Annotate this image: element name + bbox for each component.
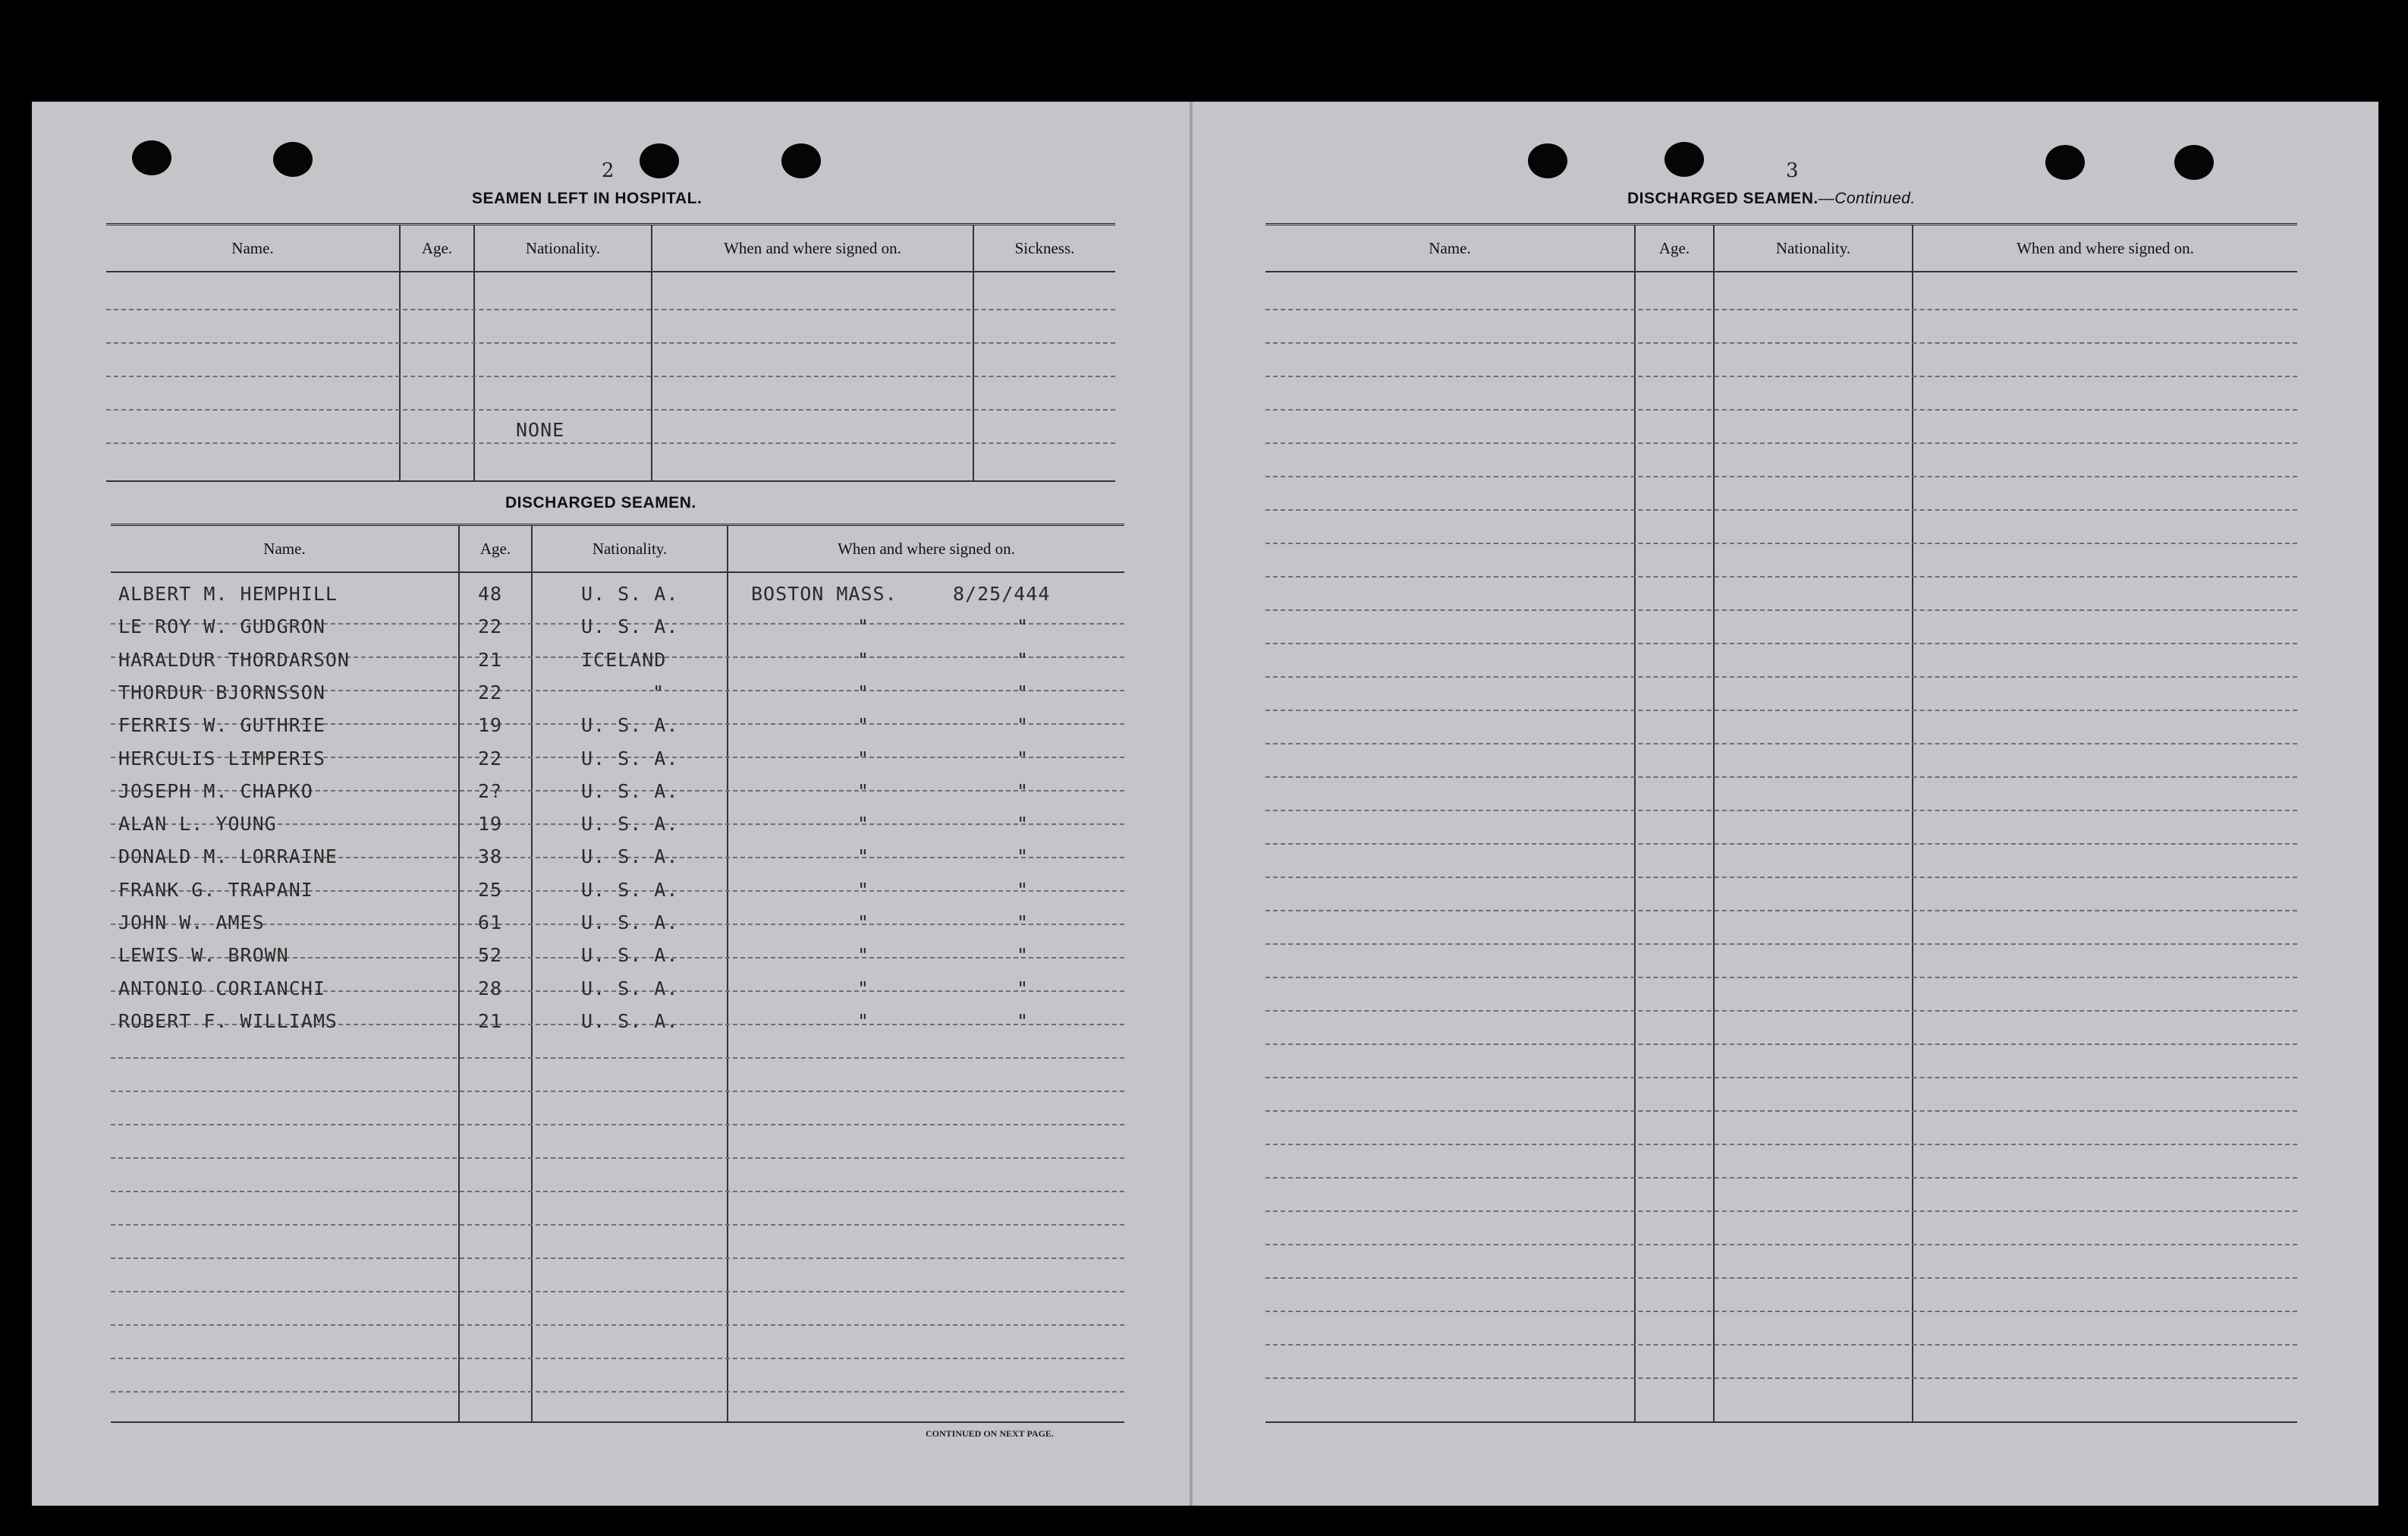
discharged-continued-title xyxy=(1627,190,1916,208)
seaman-age: 19 xyxy=(478,714,503,736)
ruled-line xyxy=(106,309,1115,310)
seaman-name: FERRIS W. GUTHRIE xyxy=(118,714,325,736)
seaman-nationality: U. S. A. xyxy=(581,1010,679,1032)
ruled-line xyxy=(1265,1277,2297,1279)
seaman-name: LEWIS W. BROWN xyxy=(118,944,289,966)
column-divider xyxy=(1912,225,1913,1421)
ruled-line xyxy=(1265,576,2297,578)
seaman-nationality: U. S. A. xyxy=(581,748,679,770)
seaman-nationality: U. S. A. xyxy=(581,911,679,933)
seaman-age: 48 xyxy=(478,583,503,605)
punch-hole xyxy=(2045,145,2085,180)
ruled-line xyxy=(1265,1377,2297,1379)
seaman-name: HERCULIS LIMPERIS xyxy=(118,748,325,770)
seaman-signed-date: " xyxy=(1017,911,1030,933)
seaman-signed-on: " xyxy=(857,615,870,637)
discharged-table-header xyxy=(111,526,1124,573)
ruled-line xyxy=(1265,1177,2297,1179)
seaman-age: 19 xyxy=(478,813,503,835)
seaman-signed-on: " xyxy=(857,649,870,671)
page-number-left: 2 xyxy=(602,159,615,182)
seaman-nationality: U. S. A. xyxy=(581,615,679,637)
seaman-signed-on: " xyxy=(857,780,870,802)
ruled-line xyxy=(106,342,1115,344)
seaman-nationality: ICELAND xyxy=(581,649,667,671)
ruled-line xyxy=(1265,743,2297,744)
punch-hole xyxy=(1665,142,1704,177)
ruled-line xyxy=(111,1291,1124,1292)
ruled-line xyxy=(1265,643,2297,644)
col-signed-on-header: When and where signed on. xyxy=(838,540,1015,558)
seaman-signed-on: BOSTON MASS. xyxy=(751,583,897,605)
seaman-nationality: " xyxy=(652,681,665,703)
seaman-name: HARALDUR THORDARSON xyxy=(118,649,350,671)
page-number-right: 3 xyxy=(1786,159,1799,182)
column-divider xyxy=(531,526,533,1421)
seaman-signed-on: " xyxy=(857,748,870,770)
col-name-header: Name. xyxy=(263,540,306,558)
col-age-header: Age. xyxy=(1658,239,1690,257)
ruled-line xyxy=(1265,1077,2297,1078)
ruled-line xyxy=(1265,1311,2297,1312)
hospital-section-title: SEAMEN LEFT IN HOSPITAL. xyxy=(472,190,703,207)
punch-hole xyxy=(132,140,171,175)
punch-hole xyxy=(273,142,313,177)
ruled-line xyxy=(106,376,1115,377)
column-divider xyxy=(727,526,728,1421)
seaman-age: 22 xyxy=(478,681,503,703)
seaman-signed-date: " xyxy=(1017,879,1030,901)
seaman-signed-on: " xyxy=(857,944,870,966)
ruled-line xyxy=(1265,810,2297,811)
ruled-line xyxy=(1265,676,2297,678)
ruled-line xyxy=(1265,1110,2297,1112)
ruled-line xyxy=(106,442,1115,444)
ruled-line xyxy=(1265,409,2297,411)
seaman-signed-date: " xyxy=(1017,748,1030,770)
seaman-signed-on: " xyxy=(857,813,870,835)
ruled-line xyxy=(111,1391,1124,1393)
punch-hole xyxy=(1528,143,1567,178)
ruled-line xyxy=(1265,1210,2297,1212)
discharged-continued-header xyxy=(1265,225,2297,272)
seaman-signed-date: " xyxy=(1017,649,1030,671)
seaman-signed-date: " xyxy=(1017,780,1030,802)
ruled-line xyxy=(1265,376,2297,377)
col-nationality-header: Nationality. xyxy=(1775,239,1851,257)
seaman-nationality: U. S. A. xyxy=(581,583,679,605)
hospital-table-header xyxy=(106,225,1115,272)
ruled-line xyxy=(111,1091,1124,1092)
seaman-name: JOHN W. AMES xyxy=(118,911,265,933)
hospital-none-note: NONE xyxy=(516,419,565,441)
discharged-section-title: DISCHARGED SEAMEN. xyxy=(505,494,696,511)
seaman-age: 22 xyxy=(478,748,503,770)
ruled-line xyxy=(1265,710,2297,711)
seaman-age: 22 xyxy=(478,615,503,637)
ruled-line xyxy=(1265,509,2297,511)
seaman-name: LE ROY W. GUDGRON xyxy=(118,615,325,637)
ruled-line xyxy=(1265,1043,2297,1045)
seaman-signed-on: " xyxy=(857,845,870,867)
ruled-line xyxy=(1265,1010,2297,1012)
seaman-age: 21 xyxy=(478,1010,503,1032)
col-sickness-header: Sickness. xyxy=(1014,239,1075,257)
col-nationality-header: Nationality. xyxy=(592,540,668,558)
seaman-signed-date: " xyxy=(1017,977,1030,999)
col-name-header: Name. xyxy=(1429,239,1471,257)
col-signed-on-header: When and where signed on. xyxy=(2017,239,2194,257)
column-divider xyxy=(1634,225,1636,1421)
seaman-nationality: U. S. A. xyxy=(581,780,679,802)
seaman-signed-on: " xyxy=(857,681,870,703)
ruled-line xyxy=(1265,609,2297,611)
seaman-name: ALBERT M. HEMPHILL xyxy=(118,583,338,605)
seaman-age: 2? xyxy=(478,780,503,802)
seaman-signed-on: " xyxy=(857,911,870,933)
seaman-signed-on: " xyxy=(857,1010,870,1032)
seaman-signed-date: " xyxy=(1017,845,1030,867)
seaman-age: 52 xyxy=(478,944,503,966)
seaman-signed-on: " xyxy=(857,879,870,901)
seaman-signed-date: " xyxy=(1017,944,1030,966)
seaman-name: ALAN L. YOUNG xyxy=(118,813,277,835)
ruled-line xyxy=(106,409,1115,411)
seaman-name: ANTONIO CORIANCHI xyxy=(118,977,325,999)
seaman-age: 21 xyxy=(478,649,503,671)
ruled-line xyxy=(1265,977,2297,978)
hospital-table xyxy=(106,223,1115,482)
page-fold xyxy=(1190,102,1193,1506)
seaman-name: THORDUR BJORNSSON xyxy=(118,681,325,703)
ruled-line xyxy=(1265,843,2297,845)
ruled-line xyxy=(1265,442,2297,444)
seaman-signed-date: 8/25/444 xyxy=(953,583,1051,605)
seaman-signed-on: " xyxy=(857,714,870,736)
seaman-name: ROBERT F. WILLIAMS xyxy=(118,1010,338,1032)
ruled-line xyxy=(1265,1144,2297,1145)
continued-note: CONTINUED ON NEXT PAGE. xyxy=(926,1428,1054,1439)
seaman-nationality: U. S. A. xyxy=(581,879,679,901)
seaman-name: JOSEPH M. CHAPKO xyxy=(118,780,313,802)
section-title-suffix: —Continued. xyxy=(1818,190,1916,207)
ruled-line xyxy=(1265,1344,2297,1346)
seaman-signed-date: " xyxy=(1017,1010,1030,1032)
ruled-line xyxy=(111,1224,1124,1226)
ruled-line xyxy=(111,1057,1124,1059)
ruled-line xyxy=(1265,543,2297,544)
discharged-table-continued xyxy=(1265,223,2297,1423)
section-title-text: DISCHARGED SEAMEN. xyxy=(1627,190,1819,207)
seaman-signed-date: " xyxy=(1017,813,1030,835)
seaman-nationality: U. S. A. xyxy=(581,714,679,736)
ruled-line xyxy=(1265,910,2297,911)
col-age-header: Age. xyxy=(479,540,511,558)
seaman-signed-date: " xyxy=(1017,615,1030,637)
ruled-line xyxy=(1265,943,2297,945)
ruled-line xyxy=(1265,309,2297,310)
punch-hole xyxy=(640,143,679,178)
seaman-name: FRANK G. TRAPANI xyxy=(118,879,313,901)
column-divider xyxy=(1713,225,1715,1421)
punch-hole xyxy=(2174,145,2214,180)
col-name-header: Name. xyxy=(231,239,274,257)
seaman-age: 61 xyxy=(478,911,503,933)
ruled-line xyxy=(1265,476,2297,477)
ruled-line xyxy=(1265,877,2297,878)
punch-hole xyxy=(781,143,821,178)
ruled-line xyxy=(1265,342,2297,344)
column-divider xyxy=(458,526,460,1421)
seaman-name: DONALD M. LORRAINE xyxy=(118,845,338,867)
seaman-age: 25 xyxy=(478,879,503,901)
seaman-signed-date: " xyxy=(1017,681,1030,703)
col-age-header: Age. xyxy=(421,239,453,257)
seaman-signed-date: " xyxy=(1017,714,1030,736)
seaman-nationality: U. S. A. xyxy=(581,977,679,999)
ruled-line xyxy=(1265,776,2297,778)
seaman-signed-on: " xyxy=(857,977,870,999)
ruled-line xyxy=(111,1157,1124,1159)
ruled-line xyxy=(111,1324,1124,1326)
seaman-nationality: U. S. A. xyxy=(581,845,679,867)
ruled-line xyxy=(111,1124,1124,1125)
ruled-line xyxy=(111,1257,1124,1259)
seaman-nationality: U. S. A. xyxy=(581,944,679,966)
ruled-line xyxy=(111,1191,1124,1192)
seaman-age: 28 xyxy=(478,977,503,999)
seaman-age: 38 xyxy=(478,845,503,867)
ruled-line xyxy=(111,1358,1124,1359)
seaman-nationality: U. S. A. xyxy=(581,813,679,835)
col-nationality-header: Nationality. xyxy=(525,239,601,257)
col-signed-on-header: When and where signed on. xyxy=(724,239,901,257)
ruled-line xyxy=(1265,1244,2297,1245)
